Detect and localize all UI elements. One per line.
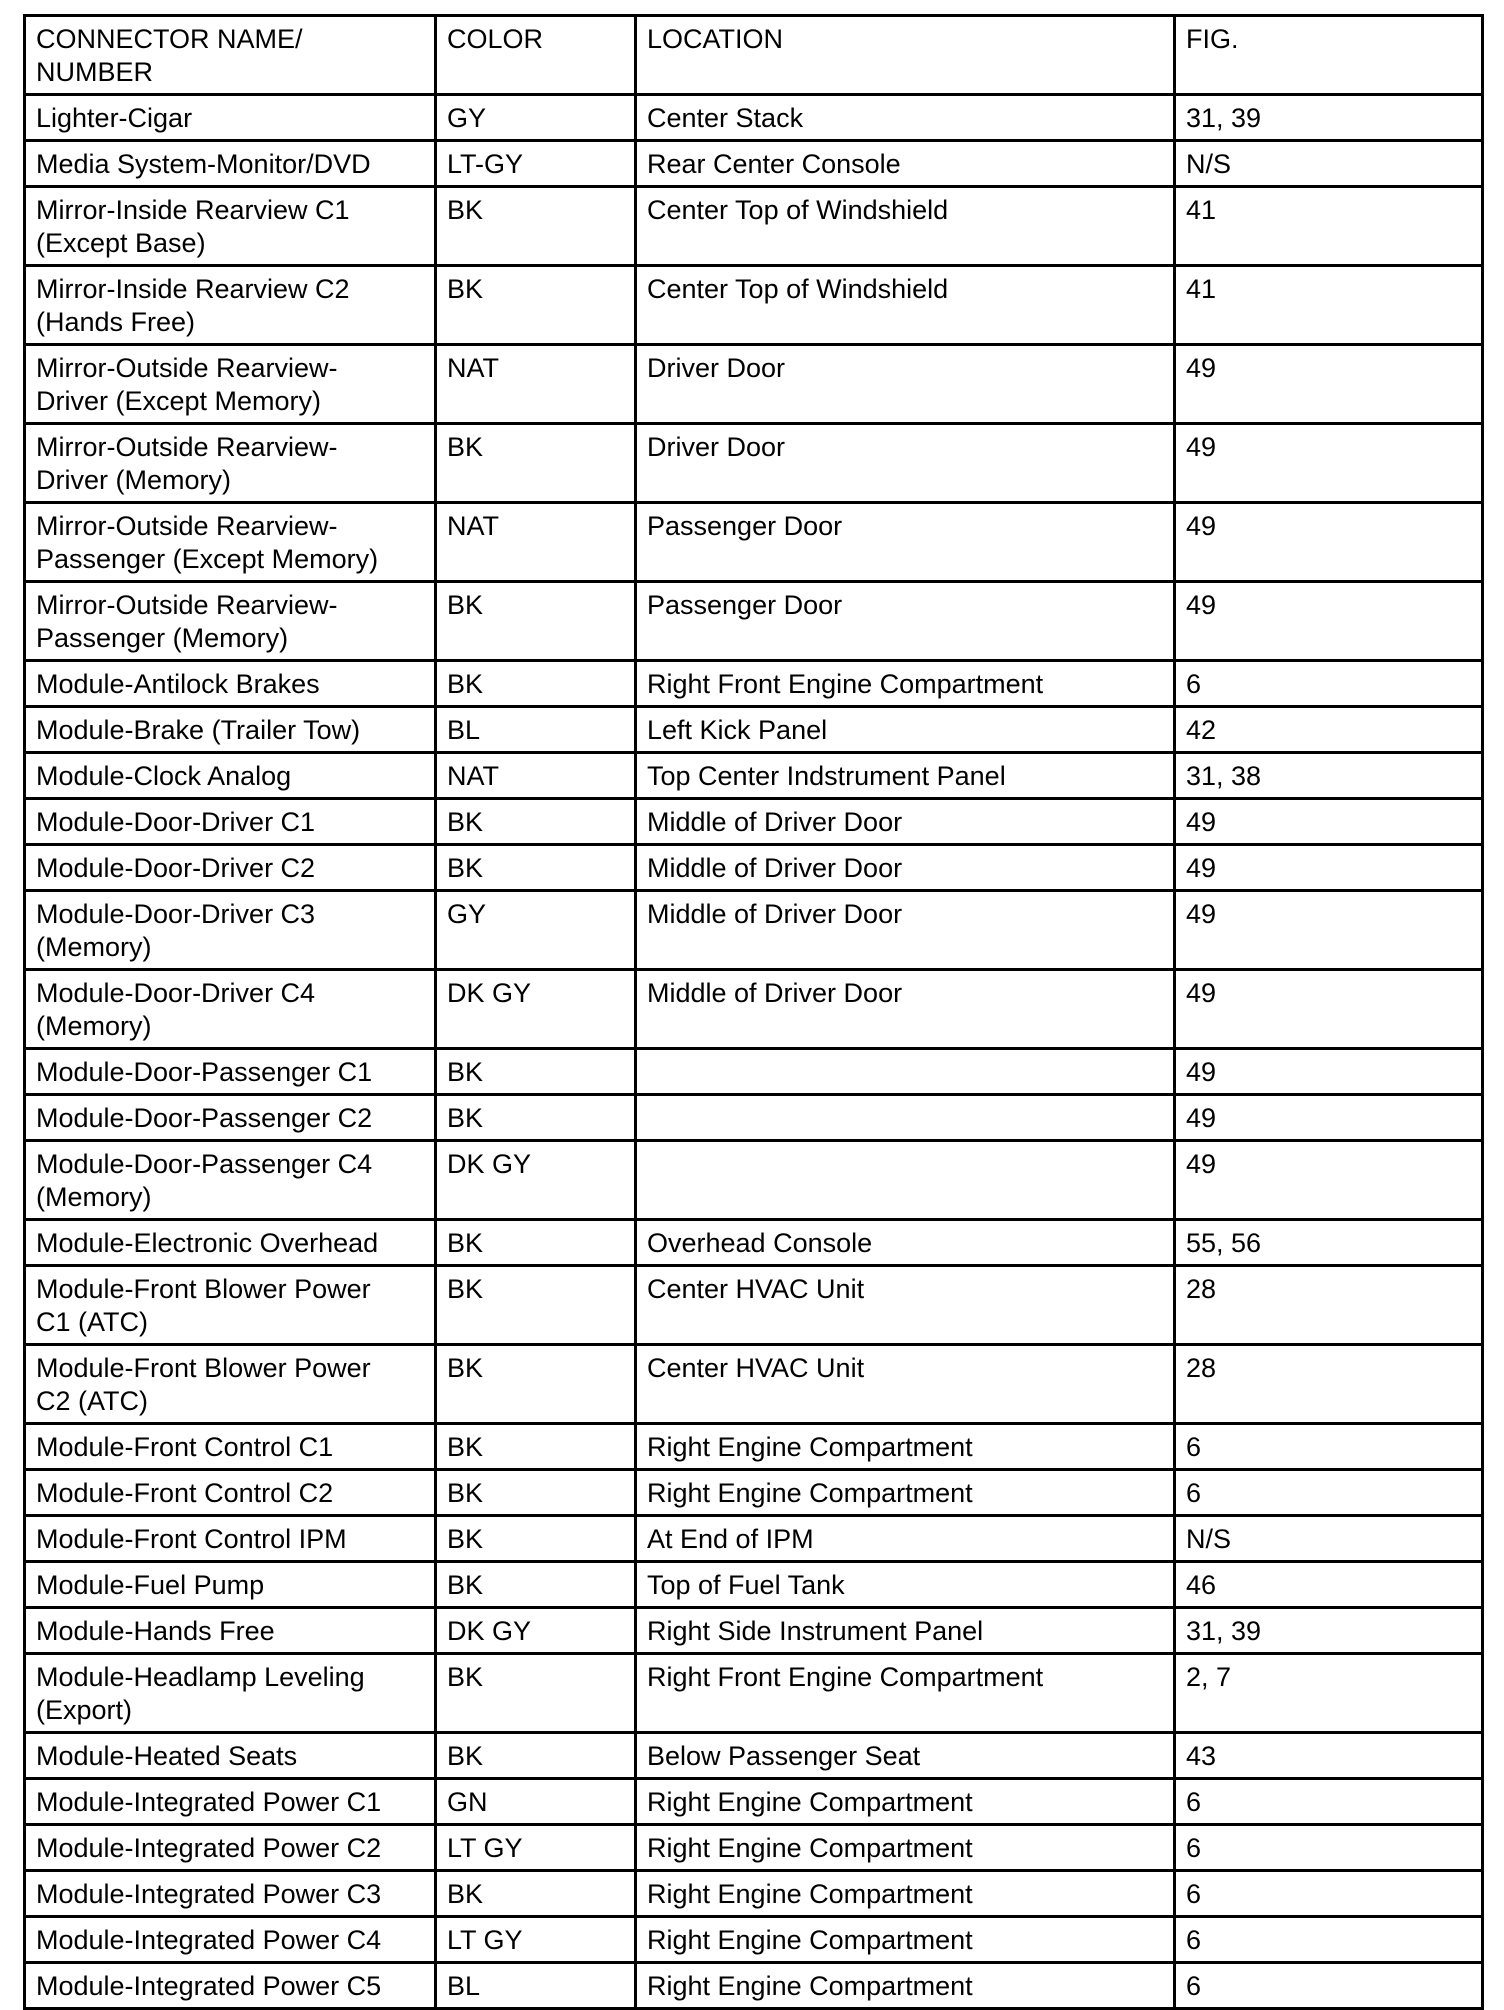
fig-cell: 49 (1175, 1141, 1483, 1220)
fig-cell: 49 (1175, 799, 1483, 845)
connector-name-cell: Mirror-Inside Rearview C1 (Except Base) (25, 187, 436, 266)
table-row (25, 1141, 1483, 1220)
header-fig: FIG. (1175, 16, 1483, 95)
fig-cell: 49 (1175, 503, 1483, 582)
table-row (25, 1963, 1483, 2009)
table-row (25, 1516, 1483, 1562)
location-cell: Rear Center Console (636, 141, 1175, 187)
location-cell: Right Front Engine Compartment (636, 1654, 1175, 1733)
table-row (25, 345, 1483, 424)
color-cell: BK (436, 661, 636, 707)
table-row (25, 1654, 1483, 1733)
table-row (25, 891, 1483, 970)
location-cell: Left Kick Panel (636, 707, 1175, 753)
table-row (25, 1049, 1483, 1095)
connector-name-cell: Mirror-Inside Rearview C2 (Hands Free) (25, 266, 436, 345)
location-cell: Top Center Indstrument Panel (636, 753, 1175, 799)
table-row (25, 753, 1483, 799)
table-row (25, 1779, 1483, 1825)
fig-cell: 6 (1175, 1871, 1483, 1917)
connector-name-cell: Module-Headlamp Leveling (Export) (25, 1654, 436, 1733)
fig-cell: 46 (1175, 1562, 1483, 1608)
fig-cell: 31, 38 (1175, 753, 1483, 799)
table-row (25, 266, 1483, 345)
connector-name-cell: Module-Integrated Power C3 (25, 1871, 436, 1917)
table-row (25, 661, 1483, 707)
fig-cell: 2, 7 (1175, 1654, 1483, 1733)
location-cell: Middle of Driver Door (636, 845, 1175, 891)
fig-cell: 49 (1175, 424, 1483, 503)
connector-name-cell: Module-Heated Seats (25, 1733, 436, 1779)
connector-name-cell: Module-Front Blower Power C1 (ATC) (25, 1266, 436, 1345)
fig-cell: 6 (1175, 1470, 1483, 1516)
color-cell: BK (436, 187, 636, 266)
location-cell: Right Side Instrument Panel (636, 1608, 1175, 1654)
connector-name-cell: Module-Front Blower Power C2 (ATC) (25, 1345, 436, 1424)
color-cell: NAT (436, 345, 636, 424)
fig-cell: 55, 56 (1175, 1220, 1483, 1266)
color-cell: BL (436, 707, 636, 753)
table-row (25, 1220, 1483, 1266)
color-cell: BK (436, 424, 636, 503)
location-cell: Right Front Engine Compartment (636, 661, 1175, 707)
location-cell: Passenger Door (636, 582, 1175, 661)
color-cell: BK (436, 1095, 636, 1141)
location-cell: Center HVAC Unit (636, 1345, 1175, 1424)
header-location: LOCATION (636, 16, 1175, 95)
fig-cell: 6 (1175, 1963, 1483, 2009)
color-cell: DK GY (436, 970, 636, 1049)
fig-cell: 6 (1175, 1424, 1483, 1470)
location-cell: Passenger Door (636, 503, 1175, 582)
connector-name-cell: Media System-Monitor/DVD (25, 141, 436, 187)
location-cell (636, 1095, 1175, 1141)
connector-name-cell: Module-Door-Passenger C2 (25, 1095, 436, 1141)
connector-name-cell: Module-Front Control C1 (25, 1424, 436, 1470)
header-connector-name: CONNECTOR NAME/ NUMBER (25, 16, 436, 95)
color-cell: BK (436, 1562, 636, 1608)
color-cell: BL (436, 1963, 636, 2009)
fig-cell: 31, 39 (1175, 1608, 1483, 1654)
location-cell (636, 1141, 1175, 1220)
table-row (25, 1917, 1483, 1963)
fig-cell: 31, 39 (1175, 95, 1483, 141)
fig-cell: 49 (1175, 582, 1483, 661)
color-cell: BK (436, 1220, 636, 1266)
color-cell: LT-GY (436, 141, 636, 187)
location-cell: Right Engine Compartment (636, 1779, 1175, 1825)
location-cell: Center Stack (636, 95, 1175, 141)
connector-name-cell: Mirror-Outside Rearview- Driver (Memory) (25, 424, 436, 503)
color-cell: BK (436, 1049, 636, 1095)
table-row (25, 503, 1483, 582)
fig-cell: 49 (1175, 345, 1483, 424)
location-cell: Top of Fuel Tank (636, 1562, 1175, 1608)
location-cell: Right Engine Compartment (636, 1424, 1175, 1470)
color-cell: BK (436, 1733, 636, 1779)
color-cell: BK (436, 1345, 636, 1424)
color-cell: BK (436, 1516, 636, 1562)
table-row (25, 1871, 1483, 1917)
color-cell: BK (436, 799, 636, 845)
table-row (25, 1266, 1483, 1345)
color-cell: BK (436, 1266, 636, 1345)
fig-cell: 49 (1175, 1095, 1483, 1141)
table-row (25, 582, 1483, 661)
color-cell: DK GY (436, 1608, 636, 1654)
location-cell: Driver Door (636, 424, 1175, 503)
fig-cell: N/S (1175, 1516, 1483, 1562)
connector-table (23, 14, 1484, 2010)
table-row (25, 424, 1483, 503)
location-cell: Below Passenger Seat (636, 1733, 1175, 1779)
fig-cell: 6 (1175, 661, 1483, 707)
table-row (25, 1424, 1483, 1470)
connector-name-cell: Module-Fuel Pump (25, 1562, 436, 1608)
fig-cell: 6 (1175, 1779, 1483, 1825)
fig-cell: 49 (1175, 845, 1483, 891)
location-cell: Right Engine Compartment (636, 1470, 1175, 1516)
color-cell: GY (436, 95, 636, 141)
table-row (25, 707, 1483, 753)
location-cell: Overhead Console (636, 1220, 1175, 1266)
connector-name-cell: Module-Antilock Brakes (25, 661, 436, 707)
fig-cell: 41 (1175, 266, 1483, 345)
fig-cell: 49 (1175, 1049, 1483, 1095)
connector-name-cell: Module-Door-Passenger C4 (Memory) (25, 1141, 436, 1220)
connector-name-cell: Module-Integrated Power C4 (25, 1917, 436, 1963)
location-cell: At End of IPM (636, 1516, 1175, 1562)
table-header-row (25, 16, 1483, 95)
fig-cell: 28 (1175, 1266, 1483, 1345)
color-cell: DK GY (436, 1141, 636, 1220)
connector-name-cell: Module-Clock Analog (25, 753, 436, 799)
connector-name-cell: Module-Front Control C2 (25, 1470, 436, 1516)
fig-cell: 42 (1175, 707, 1483, 753)
table-row (25, 1470, 1483, 1516)
fig-cell: N/S (1175, 141, 1483, 187)
color-cell: GN (436, 1779, 636, 1825)
fig-cell: 49 (1175, 970, 1483, 1049)
location-cell: Middle of Driver Door (636, 970, 1175, 1049)
color-cell: LT GY (436, 1825, 636, 1871)
connector-name-cell: Lighter-Cigar (25, 95, 436, 141)
location-cell: Center Top of Windshield (636, 187, 1175, 266)
table-row (25, 1345, 1483, 1424)
connector-name-cell: Mirror-Outside Rearview- Driver (Except Memory) (25, 345, 436, 424)
color-cell: GY (436, 891, 636, 970)
color-cell: BK (436, 1424, 636, 1470)
color-cell: NAT (436, 503, 636, 582)
table-row (25, 1095, 1483, 1141)
fig-cell: 49 (1175, 891, 1483, 970)
color-cell: BK (436, 845, 636, 891)
fig-cell: 6 (1175, 1825, 1483, 1871)
fig-cell: 41 (1175, 187, 1483, 266)
connector-name-cell: Module-Front Control IPM (25, 1516, 436, 1562)
color-cell: BK (436, 1470, 636, 1516)
connector-name-cell: Module-Brake (Trailer Tow) (25, 707, 436, 753)
connector-name-cell: Module-Door-Passenger C1 (25, 1049, 436, 1095)
table-row (25, 970, 1483, 1049)
color-cell: BK (436, 1654, 636, 1733)
location-cell: Right Engine Compartment (636, 1825, 1175, 1871)
location-cell: Driver Door (636, 345, 1175, 424)
color-cell: BK (436, 266, 636, 345)
location-cell: Middle of Driver Door (636, 891, 1175, 970)
connector-name-cell: Module-Door-Driver C1 (25, 799, 436, 845)
table-row (25, 1562, 1483, 1608)
connector-name-cell: Module-Hands Free (25, 1608, 436, 1654)
fig-cell: 6 (1175, 1917, 1483, 1963)
fig-cell: 28 (1175, 1345, 1483, 1424)
header-color: COLOR (436, 16, 636, 95)
color-cell: LT GY (436, 1917, 636, 1963)
connector-name-cell: Mirror-Outside Rearview- Passenger (Except Memory) (25, 503, 436, 582)
table-row (25, 1733, 1483, 1779)
connector-name-cell: Module-Electronic Overhead (25, 1220, 436, 1266)
table-row (25, 799, 1483, 845)
table-row (25, 845, 1483, 891)
connector-name-cell: Module-Door-Driver C3 (Memory) (25, 891, 436, 970)
location-cell: Right Engine Compartment (636, 1871, 1175, 1917)
color-cell: BK (436, 1871, 636, 1917)
location-cell: Middle of Driver Door (636, 799, 1175, 845)
table-row (25, 1608, 1483, 1654)
connector-name-cell: Module-Integrated Power C2 (25, 1825, 436, 1871)
table-row (25, 1825, 1483, 1871)
table-row (25, 95, 1483, 141)
connector-name-cell: Mirror-Outside Rearview- Passenger (Memory) (25, 582, 436, 661)
connector-name-cell: Module-Door-Driver C2 (25, 845, 436, 891)
color-cell: NAT (436, 753, 636, 799)
location-cell: Center HVAC Unit (636, 1266, 1175, 1345)
table-row (25, 187, 1483, 266)
location-cell: Right Engine Compartment (636, 1917, 1175, 1963)
connector-name-cell: Module-Integrated Power C5 (25, 1963, 436, 2009)
location-cell: Right Engine Compartment (636, 1963, 1175, 2009)
table-row (25, 141, 1483, 187)
fig-cell: 43 (1175, 1733, 1483, 1779)
location-cell (636, 1049, 1175, 1095)
location-cell: Center Top of Windshield (636, 266, 1175, 345)
connector-name-cell: Module-Integrated Power C1 (25, 1779, 436, 1825)
color-cell: BK (436, 582, 636, 661)
connector-name-cell: Module-Door-Driver C4 (Memory) (25, 970, 436, 1049)
